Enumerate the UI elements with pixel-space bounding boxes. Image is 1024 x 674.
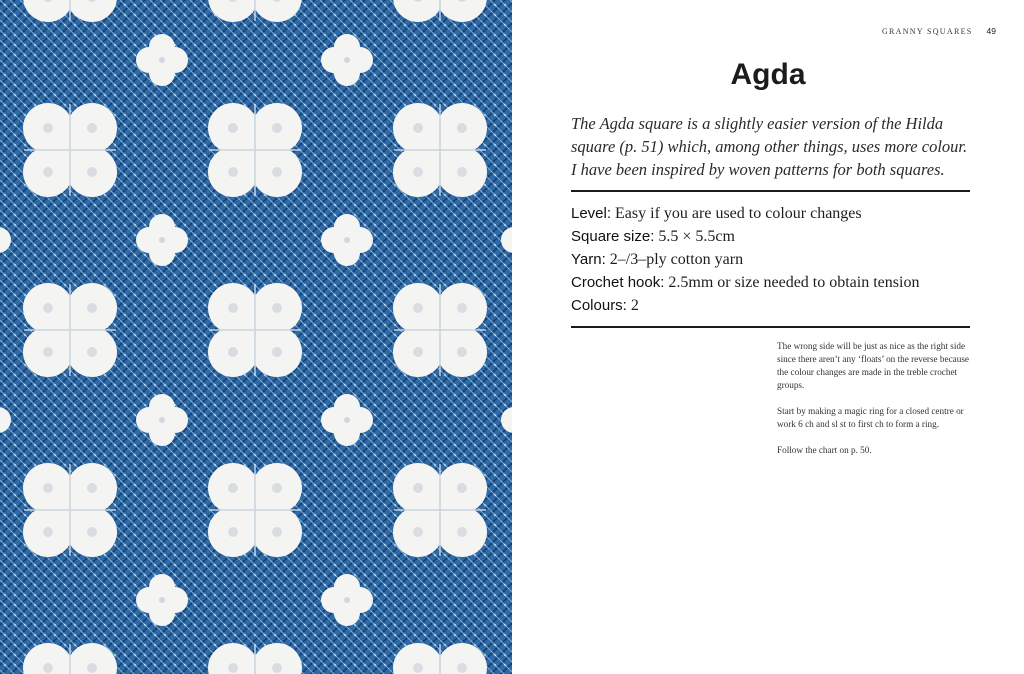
intro-paragraph: The Agda square is a slightly easier version of the Hilda square (p. 51) which, among other things, uses more colour. I have been inspired by woven patterns for both squares.: [571, 114, 968, 179]
spec-level: [571, 202, 981, 225]
spec-list: [571, 202, 981, 317]
spec-label: Square size:: [571, 228, 655, 245]
spec-label: Level:: [571, 205, 612, 222]
note-paragraph: Follow the chart on p. 50.: [777, 445, 872, 455]
note-paragraph: Start by making a magic ring for a closed centre or work 6 ch and sl st to first ch to form a ring.: [777, 406, 964, 429]
spec-colours: [571, 294, 981, 317]
spec-label: Crochet hook:: [571, 274, 665, 291]
spec-square-size: [571, 225, 981, 248]
spec-label: Colours:: [571, 297, 627, 314]
spec-value: 2.5mm or size needed to obtain tension: [668, 274, 920, 291]
notes-column: [777, 340, 973, 470]
spec-label: Yarn:: [571, 251, 606, 268]
spec-value: 2–/3–ply cotton yarn: [609, 251, 744, 268]
spec-crochet-hook: [571, 271, 981, 294]
text-page: [512, 0, 1024, 674]
spec-yarn: [571, 248, 981, 271]
spec-value: 5.5 × 5.5cm: [658, 228, 735, 245]
spec-value: Easy if you are used to colour changes: [615, 205, 862, 222]
running-head: [882, 26, 996, 36]
divider-top: [571, 190, 970, 192]
section-title: GRANNY SQUARES: [881, 27, 973, 36]
note-paragraph: The wrong side will be just as nice as the right side since there aren’t any ‘floats’ on the reverse because the colour changes are made in the treble crochet groups.: [777, 341, 969, 390]
divider-bottom: [571, 326, 970, 328]
spec-value: 2: [630, 297, 639, 314]
page-number: 49: [986, 26, 996, 36]
pattern-title: Agda: [730, 58, 806, 91]
